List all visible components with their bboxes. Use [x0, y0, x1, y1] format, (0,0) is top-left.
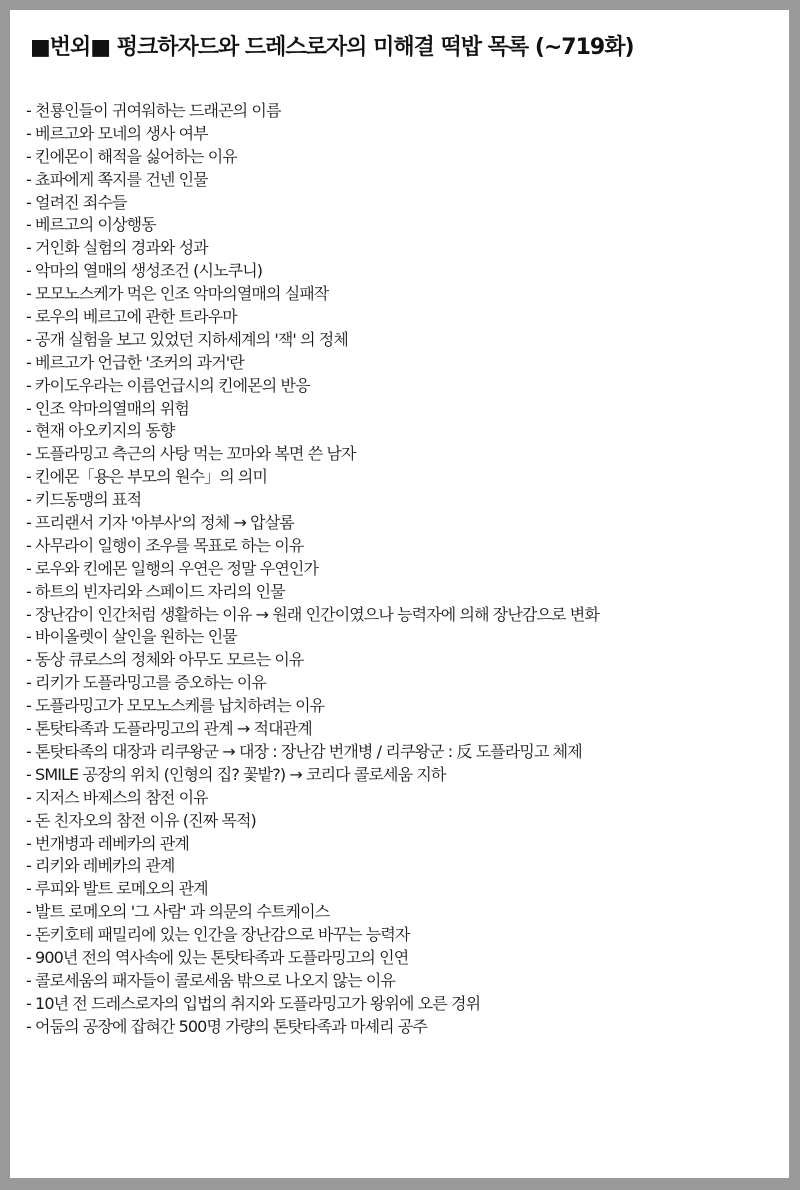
list-item: - SMILE 공장의 위치 (인형의 집? 꽃밭?) → 코리다 콜로세움 지하: [26, 764, 446, 784]
list-item: - 10년 전 드레스로자의 입법의 취지와 도플라밍고가 왕위에 오른 경위: [26, 993, 481, 1013]
list-item: - 천룡인들이 귀여워하는 드래곤의 이름: [26, 101, 281, 120]
list-item: - 톤탓타족과 도플라밍고의 관계 → 적대관계: [26, 719, 312, 739]
list-item: - 리키가 도플라밍고를 증오하는 이유: [26, 673, 266, 693]
list-item: - 900년 전의 역사속에 있는 톤탓타족과 도플라밍고의 인연: [26, 947, 409, 967]
list-item: - 베르고의 이상행동: [26, 215, 156, 235]
list-item: - 리키와 레베카의 관계: [26, 856, 175, 876]
list-item: - 얼려진 죄수들: [26, 192, 127, 212]
list-item: - 모모노스케가 먹은 인조 악마의열매의 실패작: [26, 284, 329, 304]
list-item: - 키드동맹의 표적: [26, 490, 142, 510]
list-item: - 번개병과 레베카의 관계: [26, 833, 189, 853]
list-item: - 카이도우라는 이름언급시의 킨에몬의 반응: [26, 375, 310, 395]
list-item: - 돈키호테 패밀리에 있는 인간을 장난감으로 바꾸는 능력자: [26, 925, 410, 945]
list-item: - 어둠의 공장에 잡혀간 500명 가량의 톤탓타족과 마셰리 공주: [26, 1016, 427, 1036]
list-item: - 악마의 열매의 생성조건 (시노쿠니): [26, 261, 263, 281]
list-item: - 거인화 실험의 경과와 성과: [26, 238, 208, 258]
list-item: - 공개 실험을 보고 있었던 지하세계의 '잭' 의 정체: [26, 329, 348, 349]
page-title: ■번외■ 펑크하자드와 드레스로자의 미해결 떡밥 목록 (~719화): [30, 35, 634, 60]
list-item: - 콜로세움의 패자들이 콜로세움 밖으로 나오지 않는 이유: [26, 970, 395, 990]
list-item: - 프리랜서 기자 '아부사'의 정체 → 압살롬: [26, 513, 294, 533]
list-item: - 베르고가 언급한 '조커의 과거'란: [26, 352, 244, 372]
list-item: - 발트 로메오의 '그 사람' 과 의문의 수트케이스: [26, 902, 330, 922]
list-item: - 킨에몬이 해적을 싫어하는 이유: [26, 146, 237, 166]
list-item: - 사무라이 일행이 조우를 목표로 하는 이유: [26, 535, 304, 555]
list-item: - 톤탓타족의 대장과 리쿠왕군 → 대장 : 장난감 번개병 / 리쿠왕군 : 反 도플라밍고 체제: [26, 741, 582, 761]
list-item: - 지저스 바제스의 참전 이유: [26, 787, 208, 807]
list-item: - 인조 악마의열매의 위험: [26, 398, 189, 418]
list-item: - 쵸파에게 쪽지를 건넨 인물: [26, 169, 208, 189]
document-page: [10, 10, 789, 1178]
list-item: - 로우와 킨에몬 일행의 우연은 정말 우연인가: [26, 558, 318, 578]
list-item: - 하트의 빈자리와 스페이드 자리의 인물: [26, 581, 285, 601]
list-item: - 도플라밍고가 모모노스케를 납치하려는 이유: [26, 696, 325, 716]
list-item: - 킨에몬「용은 부모의 원수」의 의미: [26, 467, 268, 487]
list-item: - 바이올렛이 살인을 원하는 인물: [26, 627, 237, 647]
list-item: - 로우의 베르고에 관한 트라우마: [26, 307, 237, 327]
list-item: - 도플라밍고 측근의 사탕 먹는 꼬마와 복면 쓴 남자: [26, 444, 356, 464]
list-item: - 루피와 발트 로메오의 관계: [26, 879, 208, 899]
list-item: - 베르고와 모네의 생사 여부: [26, 123, 208, 143]
list-item: - 장난감이 인간처럼 생활하는 이유 → 원래 인간이였으나 능력자에 의해 장난감으로 변화: [26, 604, 599, 624]
unresolved-list: [26, 100, 599, 1039]
list-item: - 돈 친자오의 참전 이유 (진짜 목적): [26, 810, 256, 830]
list-item: - 현재 아오키지의 동향: [26, 421, 175, 441]
list-item: - 동상 큐로스의 정체와 아무도 모르는 이유: [26, 650, 304, 670]
